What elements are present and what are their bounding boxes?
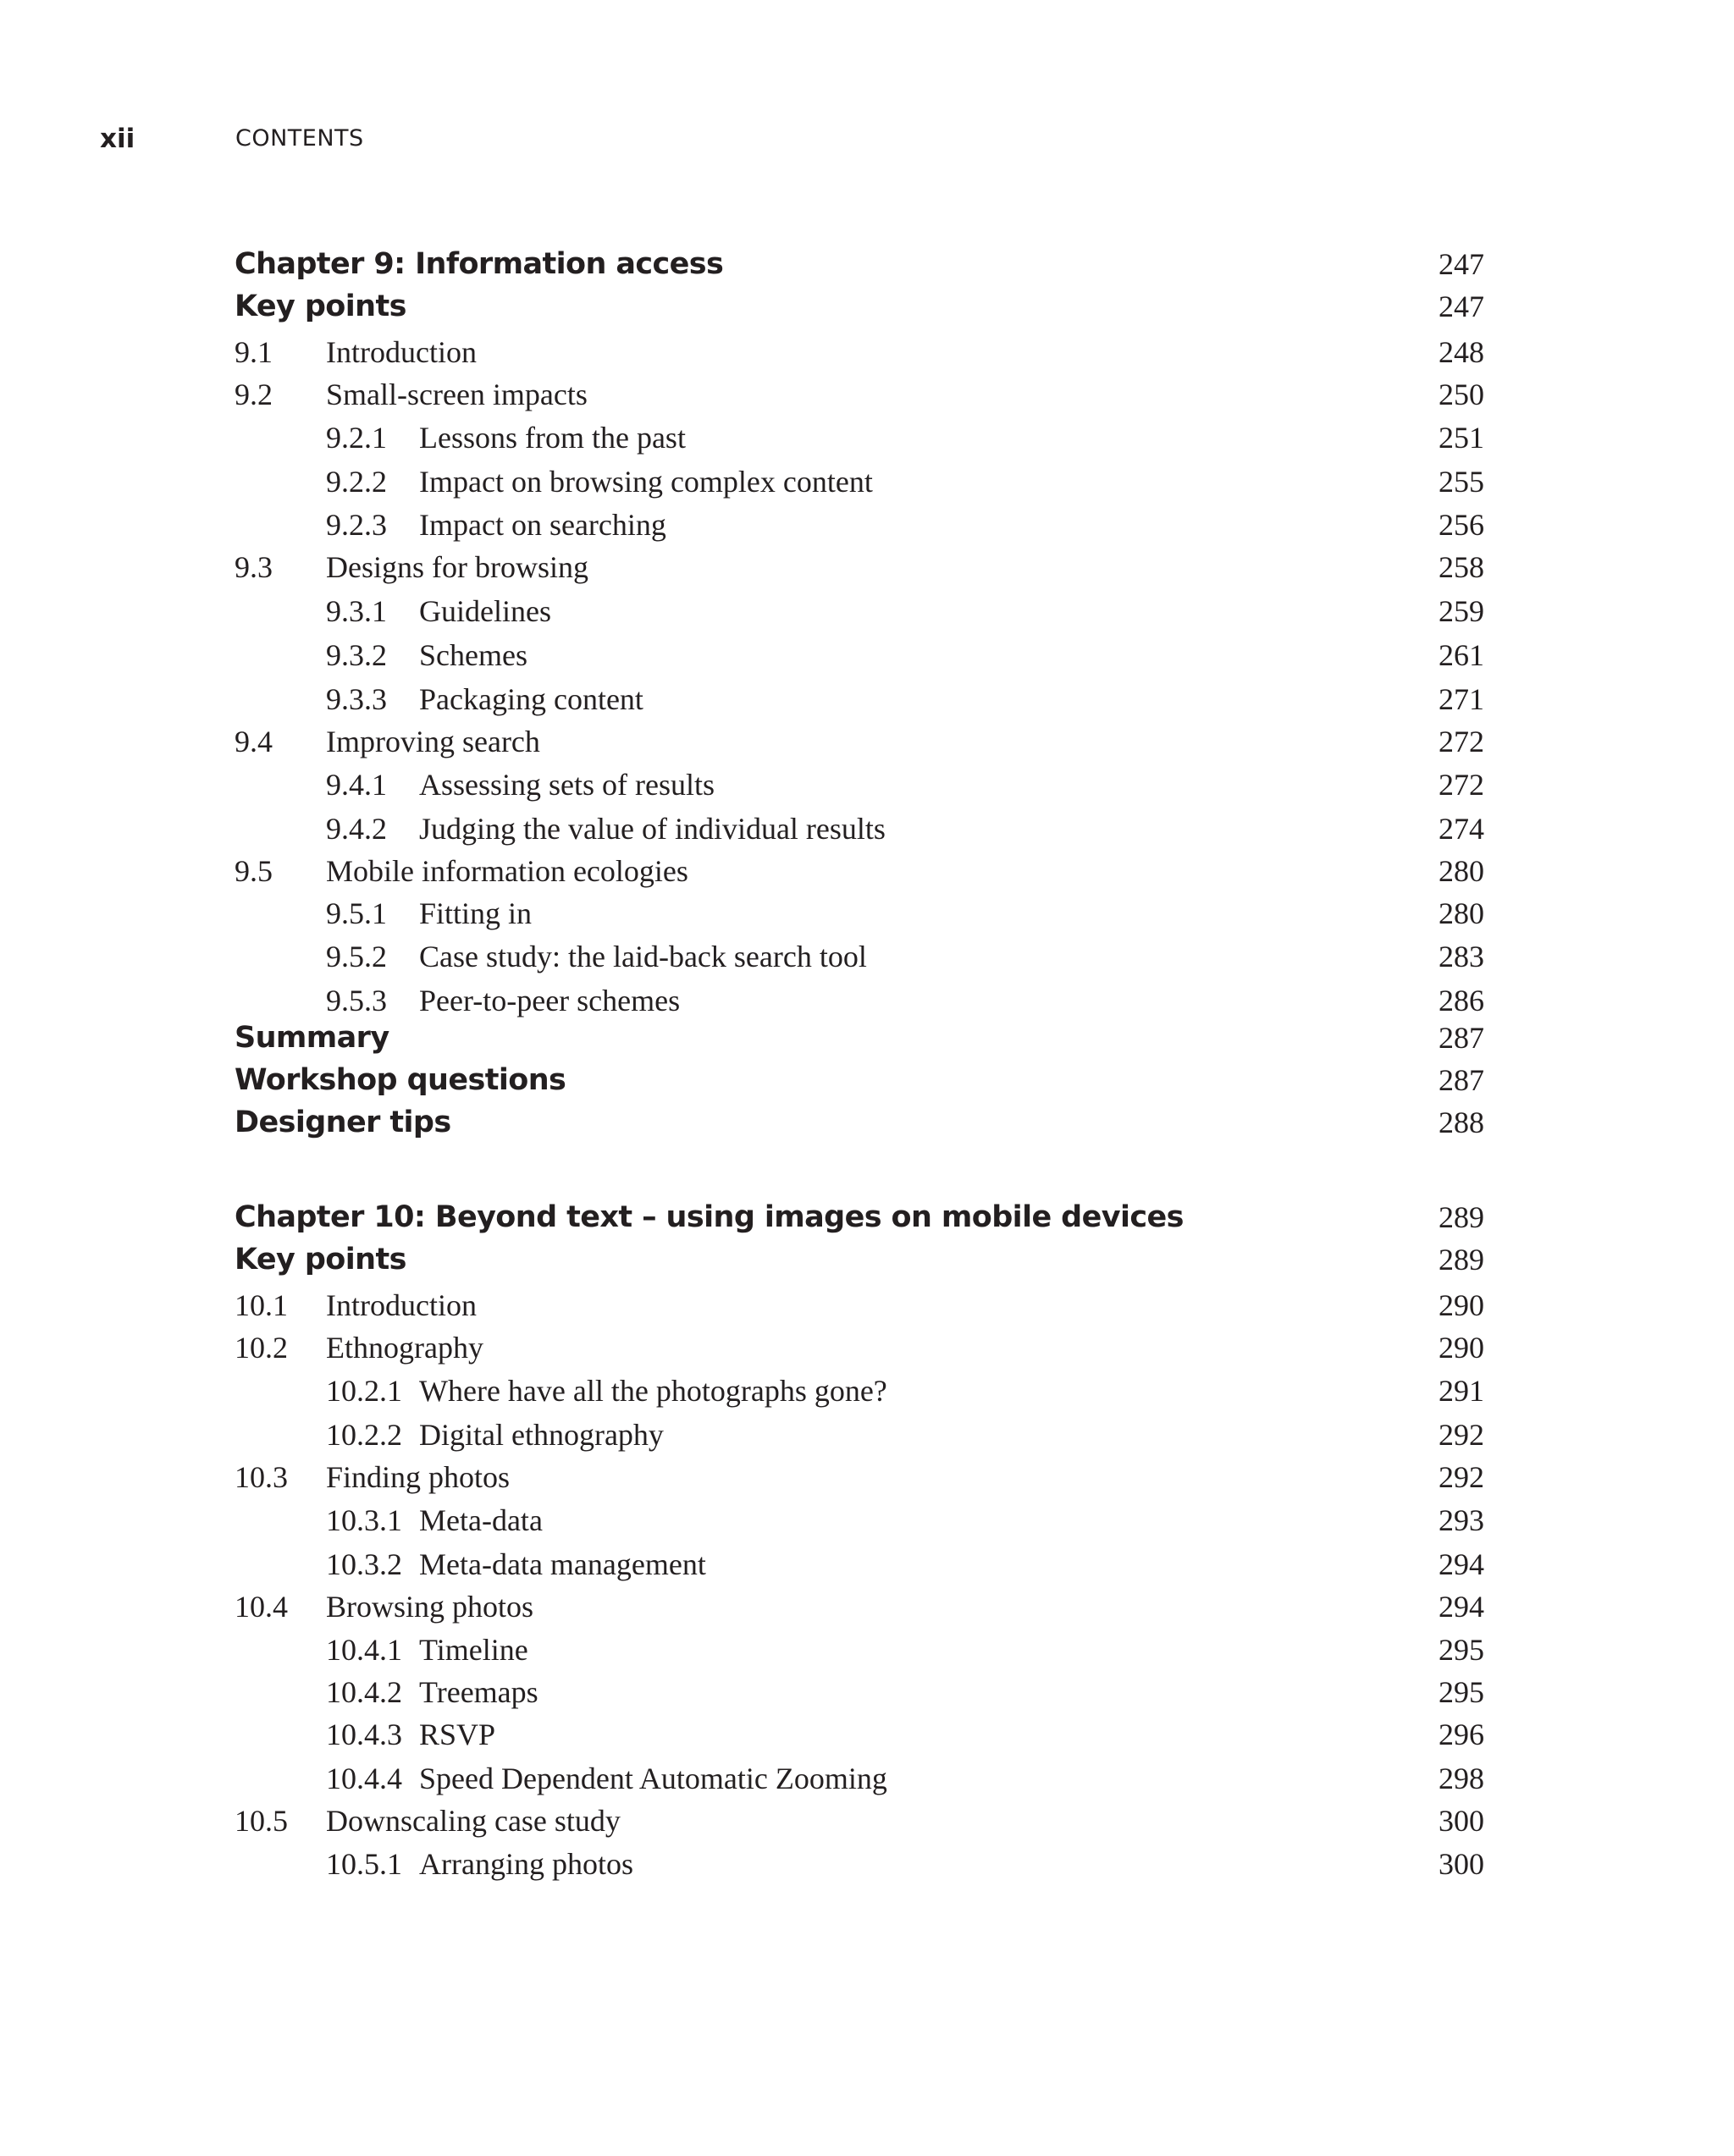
toc-section-10-5[interactable] xyxy=(235,1802,1484,1839)
toc-chapter-10-heading[interactable] xyxy=(235,1199,1484,1236)
entry-label: Designer tips xyxy=(235,1106,451,1139)
page-number: 289 xyxy=(1439,1200,1484,1234)
subsection-label: Lessons from the past xyxy=(419,421,686,455)
toc-chapter-9-heading[interactable] xyxy=(235,245,1484,283)
subsection-label: Schemes xyxy=(419,638,527,672)
section-label: Mobile information ecologies xyxy=(326,854,688,888)
page-number: 290 xyxy=(1439,1331,1484,1365)
subsection-number: 9.3.3 xyxy=(326,682,387,716)
page-number: 294 xyxy=(1439,1590,1484,1624)
toc-subsection-9-3-1[interactable] xyxy=(235,593,1484,630)
subsection-label: Guidelines xyxy=(419,594,551,628)
page-number: 256 xyxy=(1439,508,1484,542)
toc-subsection-10-2-1[interactable] xyxy=(235,1372,1484,1409)
toc-section-9-3[interactable] xyxy=(235,549,1484,586)
toc-subsection-9-4-2[interactable] xyxy=(235,810,1484,847)
section-label: Browsing photos xyxy=(326,1590,534,1624)
chapter-title: Chapter 9: Information access xyxy=(235,247,724,281)
page-number: 287 xyxy=(1439,1021,1484,1055)
subsection-number: 9.3.1 xyxy=(326,594,387,628)
toc-section-9-4[interactable] xyxy=(235,723,1484,760)
section-number: 10.5 xyxy=(235,1804,288,1838)
toc-ch10-key-points[interactable] xyxy=(235,1241,1484,1278)
subsection-number: 9.4.1 xyxy=(326,768,387,802)
section-label: Small-screen impacts xyxy=(326,378,588,411)
subsection-number: 9.2.3 xyxy=(326,508,387,542)
page-number: 255 xyxy=(1439,465,1484,499)
subsection-number: 9.2.2 xyxy=(326,465,387,499)
toc-section-10-3[interactable] xyxy=(235,1458,1484,1496)
section-label: Designs for browsing xyxy=(326,550,588,584)
subsection-label: RSVP xyxy=(419,1718,496,1751)
toc-section-10-2[interactable] xyxy=(235,1329,1484,1366)
page-number: 259 xyxy=(1439,594,1484,628)
toc-subsection-10-4-4[interactable] xyxy=(235,1760,1484,1797)
subsection-label: Meta-data xyxy=(419,1503,543,1537)
subsection-number: 10.2.2 xyxy=(326,1418,402,1452)
page-number: 290 xyxy=(1439,1288,1484,1322)
subsection-label: Peer-to-peer schemes xyxy=(419,984,681,1017)
section-label: Introduction xyxy=(326,335,477,369)
page-number: 272 xyxy=(1439,725,1484,758)
subsection-number: 9.3.2 xyxy=(326,638,387,672)
section-number: 9.2 xyxy=(235,378,273,411)
subsection-label: Arranging photos xyxy=(419,1847,633,1881)
toc-subsection-10-4-2[interactable] xyxy=(235,1674,1484,1711)
subsection-number: 10.3.1 xyxy=(326,1503,402,1537)
subsection-label: Fitting in xyxy=(419,896,533,930)
toc-subsection-10-2-2[interactable] xyxy=(235,1416,1484,1453)
section-number: 10.4 xyxy=(235,1590,288,1624)
toc-subsection-9-3-2[interactable] xyxy=(235,637,1484,674)
subsection-number: 10.4.4 xyxy=(326,1762,402,1795)
subsection-number: 10.2.1 xyxy=(326,1374,402,1408)
section-number: 9.4 xyxy=(235,725,273,758)
section-number: 9.5 xyxy=(235,854,273,888)
subsection-label: Digital ethnography xyxy=(419,1418,664,1452)
page-number: 280 xyxy=(1439,854,1484,888)
page-number: 280 xyxy=(1439,896,1484,930)
toc-subsection-9-4-1[interactable] xyxy=(235,766,1484,803)
subsection-label: Timeline xyxy=(419,1633,528,1667)
entry-label: Key points xyxy=(235,1243,406,1277)
subsection-number: 9.2.1 xyxy=(326,421,387,455)
page-number: 250 xyxy=(1439,378,1484,411)
subsection-number: 9.5.3 xyxy=(326,984,387,1017)
page-number: 288 xyxy=(1439,1106,1484,1139)
toc-ch9-key-points[interactable] xyxy=(235,288,1484,325)
page-number: 272 xyxy=(1439,768,1484,802)
page-number: 251 xyxy=(1439,421,1484,455)
section-number: 10.1 xyxy=(235,1288,288,1322)
subsection-label: Packaging content xyxy=(419,682,643,716)
page-number: 300 xyxy=(1439,1847,1484,1881)
subsection-label: Assessing sets of results xyxy=(419,768,715,802)
toc-subsection-9-2-1[interactable] xyxy=(235,419,1484,456)
subsection-label: Case study: the laid-back search tool xyxy=(419,940,867,973)
toc-subsection-10-4-1[interactable] xyxy=(235,1631,1484,1668)
page-number: 294 xyxy=(1439,1547,1484,1581)
running-head-title: CONTENTS xyxy=(235,125,364,152)
page-number: 292 xyxy=(1439,1460,1484,1494)
section-label: Introduction xyxy=(326,1288,477,1322)
chapter-title: Chapter 10: Beyond text – using images on mobile devices xyxy=(235,1200,1184,1234)
toc-subsection-9-5-2[interactable] xyxy=(235,938,1484,975)
page-number: 291 xyxy=(1439,1374,1484,1408)
toc-subsection-10-4-3[interactable] xyxy=(235,1716,1484,1753)
page-number: 292 xyxy=(1439,1418,1484,1452)
toc-ch9-summary[interactable] xyxy=(235,1019,1484,1056)
subsection-label: Where have all the photographs gone? xyxy=(419,1374,887,1408)
subsection-number: 10.3.2 xyxy=(326,1547,402,1581)
page-number: 286 xyxy=(1439,984,1484,1017)
toc-ch9-designer-tips[interactable] xyxy=(235,1104,1484,1141)
page-number: 298 xyxy=(1439,1762,1484,1795)
page-number: 295 xyxy=(1439,1633,1484,1667)
subsection-label: Treemaps xyxy=(419,1675,538,1709)
page-number: 248 xyxy=(1439,335,1484,369)
subsection-number: 9.5.2 xyxy=(326,940,387,973)
page-number: 274 xyxy=(1439,812,1484,846)
toc-subsection-10-3-2[interactable] xyxy=(235,1546,1484,1583)
subsection-label: Impact on searching xyxy=(419,508,666,542)
page-number: 283 xyxy=(1439,940,1484,973)
entry-label: Summary xyxy=(235,1021,389,1055)
page-folio: xii xyxy=(100,124,135,154)
section-number: 10.2 xyxy=(235,1331,288,1365)
toc-subsection-9-3-3[interactable] xyxy=(235,681,1484,718)
page-number: 289 xyxy=(1439,1243,1484,1277)
page-number: 296 xyxy=(1439,1718,1484,1751)
page-number: 261 xyxy=(1439,638,1484,672)
section-number: 10.3 xyxy=(235,1460,288,1494)
page-number: 293 xyxy=(1439,1503,1484,1537)
running-head xyxy=(100,124,1539,157)
toc-section-9-1[interactable] xyxy=(235,334,1484,371)
subsection-number: 10.5.1 xyxy=(326,1847,402,1881)
subsection-number: 10.4.1 xyxy=(326,1633,402,1667)
toc-subsection-9-2-3[interactable] xyxy=(235,506,1484,543)
entry-label: Key points xyxy=(235,289,406,323)
subsection-number: 9.5.1 xyxy=(326,896,387,930)
page-number: 247 xyxy=(1439,247,1484,281)
subsection-label: Impact on browsing complex content xyxy=(419,465,873,499)
toc-section-10-4[interactable] xyxy=(235,1588,1484,1625)
section-label: Downscaling case study xyxy=(326,1804,621,1838)
page-number: 258 xyxy=(1439,550,1484,584)
subsection-number: 9.4.2 xyxy=(326,812,387,846)
page-number: 300 xyxy=(1439,1804,1484,1838)
toc-subsection-9-2-2[interactable] xyxy=(235,463,1484,500)
section-number: 9.1 xyxy=(235,335,273,369)
toc-ch9-workshop-questions[interactable] xyxy=(235,1061,1484,1099)
section-label: Improving search xyxy=(326,725,540,758)
toc-section-10-1[interactable] xyxy=(235,1287,1484,1324)
toc-subsection-9-5-3[interactable] xyxy=(235,982,1484,1019)
entry-label: Workshop questions xyxy=(235,1063,566,1097)
subsection-number: 10.4.3 xyxy=(326,1718,402,1751)
toc-subsection-10-5-1[interactable] xyxy=(235,1845,1484,1883)
page-number: 271 xyxy=(1439,682,1484,716)
section-number: 9.3 xyxy=(235,550,273,584)
toc-subsection-9-5-1[interactable] xyxy=(235,895,1484,932)
subsection-label: Meta-data management xyxy=(419,1547,706,1581)
page-number: 247 xyxy=(1439,289,1484,323)
subsection-number: 10.4.2 xyxy=(326,1675,402,1709)
subsection-label: Speed Dependent Automatic Zooming xyxy=(419,1762,887,1795)
section-label: Finding photos xyxy=(326,1460,511,1494)
toc-subsection-10-3-1[interactable] xyxy=(235,1502,1484,1539)
toc-section-9-2[interactable] xyxy=(235,376,1484,413)
section-label: Ethnography xyxy=(326,1331,483,1365)
page-number: 295 xyxy=(1439,1675,1484,1709)
toc-section-9-5[interactable] xyxy=(235,852,1484,890)
page-number: 287 xyxy=(1439,1063,1484,1097)
subsection-label: Judging the value of individual results xyxy=(419,812,886,846)
